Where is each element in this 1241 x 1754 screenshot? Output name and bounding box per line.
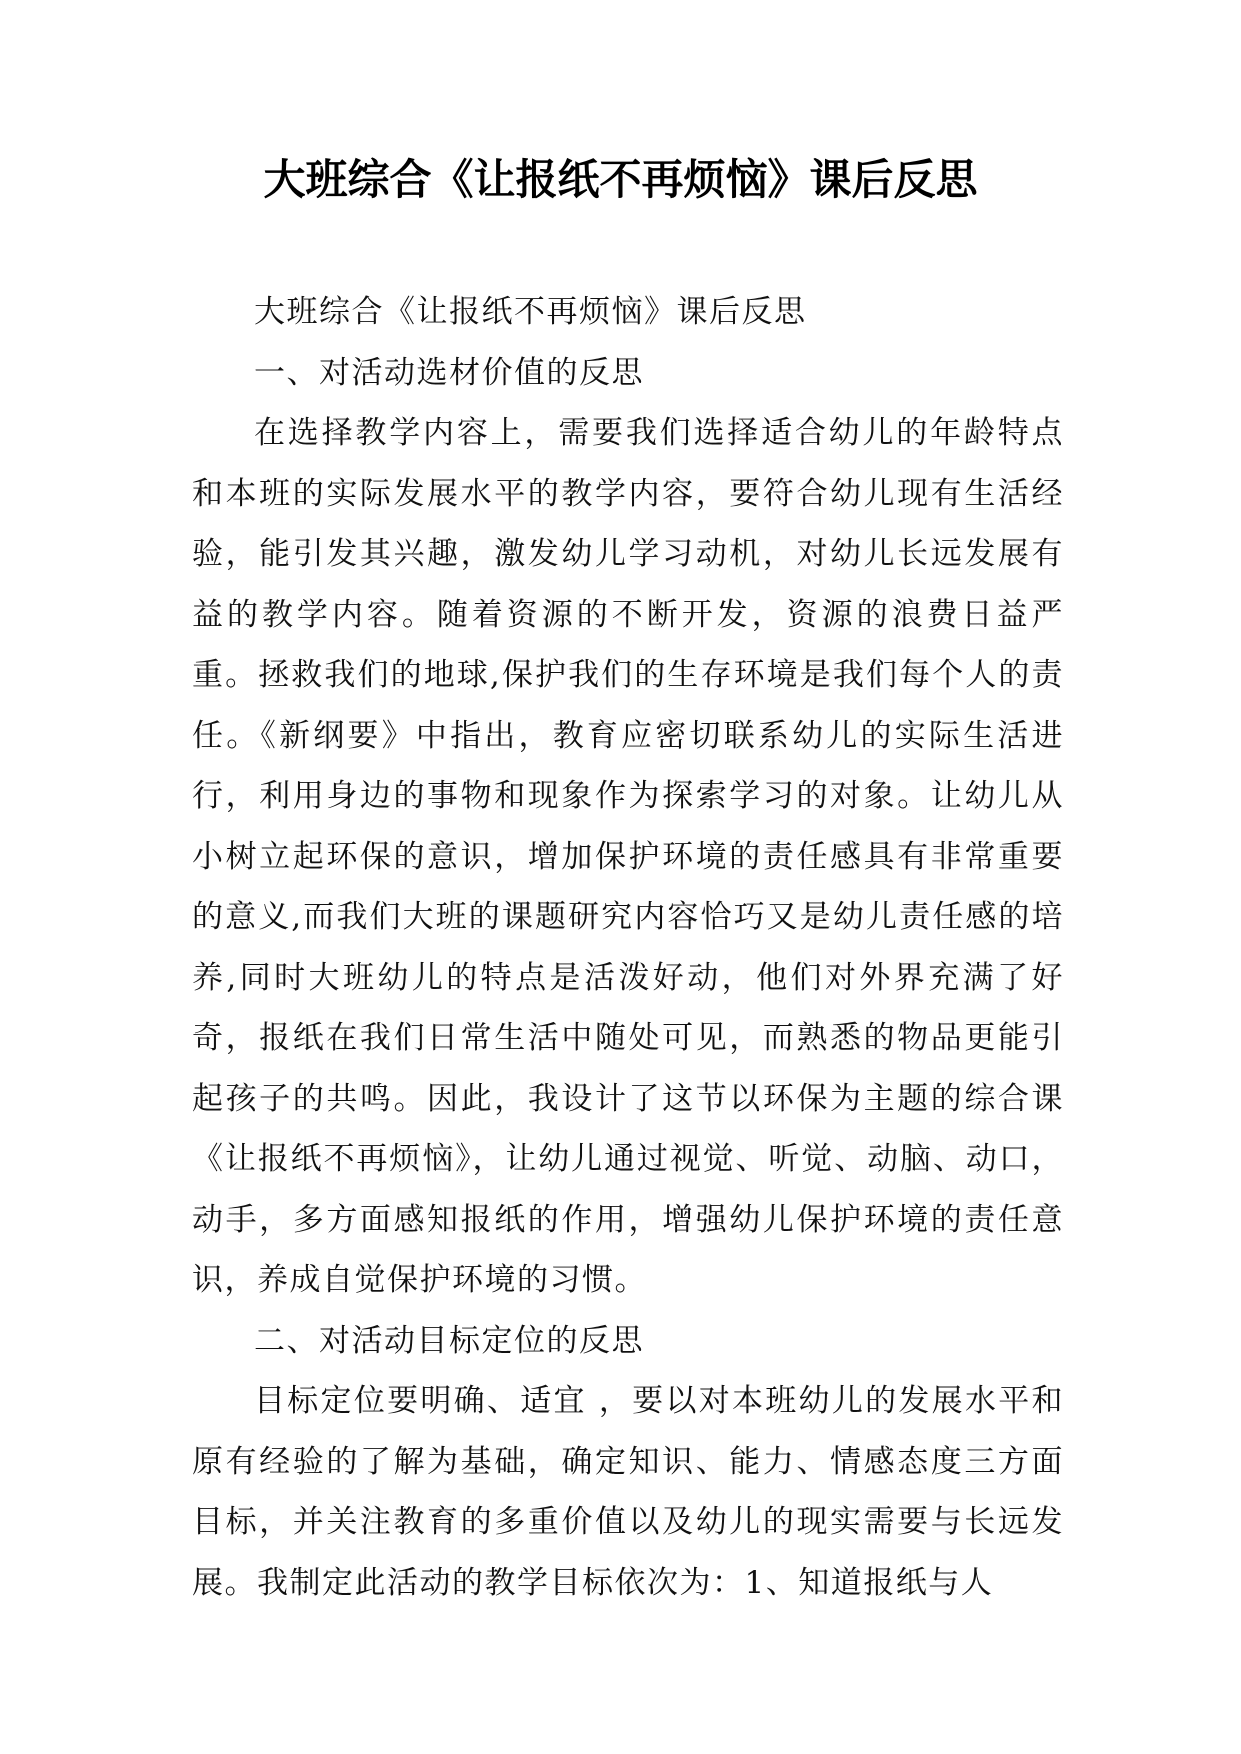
document-title: 大班综合《让报纸不再烦恼》课后反思 (263, 155, 978, 204)
paragraph-1: 在选择教学内容上，需要我们选择适合幼儿的年龄特点和本班的实际发展水平的教学内容，要符合幼儿现有生活经验，能引发其兴趣，激发幼儿学习动机，对幼儿长远发展有益的教学内容。随着资源的不断开发，资源的浪费日益严重。拯救我们的地球,保护我们的生存环境是我们每个人的责任。《新纲要》中指出，教育应密切联系幼儿的实际生活进行，利用身边的事物和现象作为探索学习的对象。让幼儿从小树立起环保的意识，增加保护环境的责任感具有非常重要的意义,而我们大班的课题研究内容恰巧又是幼儿责任感的培养,同时大班幼儿的特点是活泼好动，他们对外界充满了好奇，报纸在我们日常生活中随处可见，而熟悉的物品更能引起孩子的共鸣。因此，我设计了这节以环保为主题的综合课《让报纸不再烦恼》，让幼儿通过视觉、听觉、动脑、动口，动手，多方面感知报纸的作用，增强幼儿保护环境的责任意识，养成自觉保护环境的习惯。 (192, 415, 1064, 1298)
paragraph-2: 目标定位要明确、适宜 ，要以对本班幼儿的发展水平和原有经验的了解为基础，确定知识、能力、情感态度三方面目标，并关注教育的多重价值以及幼儿的现实需要与长远发展。我制定此活动的教学目标依次为：1、知道报纸与人 (192, 1383, 1064, 1601)
section-heading-2: 二、对活动目标定位的反思 (254, 1322, 644, 1359)
document-body (192, 282, 1064, 1613)
section-heading-1: 一、对活动选材价值的反思 (254, 354, 644, 391)
paragraph-subtitle: 大班综合《让报纸不再烦恼》课后反思 (254, 294, 807, 330)
